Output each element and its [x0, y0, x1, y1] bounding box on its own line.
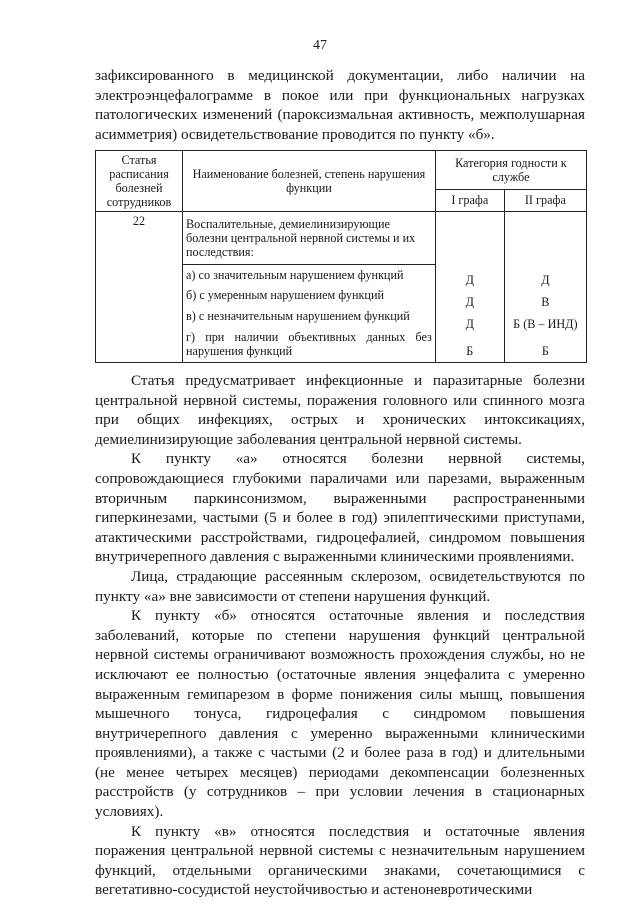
disease-title: Воспалительные, демиелинизирующие болезни центральной нервной системы и их последствия:: [183, 212, 436, 265]
table-header-row: [96, 151, 587, 190]
item-a: а) со значительным нарушением функций: [183, 264, 436, 285]
paragraph-multiple-sclerosis: Лица, страдающие рассеянным склерозом, освидетельствуются по пункту «а» вне зависимости от степени нарушения функций.: [95, 567, 585, 605]
grade-2-b: В: [541, 295, 550, 309]
page-number: 47: [313, 38, 327, 53]
grade-2-a: Д: [541, 273, 550, 287]
grade-2-d: Б: [541, 344, 549, 358]
grade-1-a: Д: [465, 273, 474, 287]
col-1-cell: [435, 212, 504, 363]
header-article: Статья расписания болезней сотрудников: [96, 151, 183, 212]
header-disease: Наименование болезней, степень нарушения функции: [183, 151, 436, 212]
grade-2-c: Б (В – ИНД): [513, 317, 578, 331]
grade-1-b: Д: [465, 295, 474, 309]
item-d: г) при наличии объективных данных без нарушения функций: [183, 326, 436, 363]
item-c: в) с незначительным нарушением функций: [183, 306, 436, 326]
paragraph-point-c: К пункту «в» относятся последствия и остаточные явления поражения центральной нервной системы с незначительным нарушением функций, отдельными органическими знаками, сочетающимися с вегетативно-сосудистой неустойчивостью и астеноневротическими: [95, 822, 585, 899]
grade-1-d: Б: [466, 344, 474, 358]
intro-paragraph: зафиксированного в медицинской документации, либо наличии на электроэнцефалограмме в покое или при функциональных нагрузках патологических изменений (пароксизмальная активность, межполушарная асимметрия) освидетельствование проводится по пункту «б».: [95, 67, 585, 143]
body-text: [95, 371, 585, 900]
disease-schedule-table: [95, 150, 587, 363]
table-row: [96, 212, 587, 265]
col-2-cell: [504, 212, 586, 363]
paragraph-point-b: К пункту «б» относятся остаточные явления и последствия заболеваний, которые по степени нарушения функций центральной нервной системы ограничивают возможность прохождения службы, но не исключают ее полностью (остаточные явления энцефалита с умеренно выраженным гемипарезом в форме понижения силы мышц, повышения мышечного тонуса, гидроцефалия с синдромом повышения внутричерепного давления с умеренно выраженными клиническими проявлениями), а также с частыми (2 и более раза в год) и длительными (не менее четырех месяцев) периодами декомпенсации болезненных расстройств (у сотрудников – при условии лечения в стационарных условиях).: [95, 607, 585, 821]
paragraph-article-scope: Статья предусматривает инфекционные и паразитарные болезни центральной нервной системы, поражения головного или спинного мозга при общих инфекциях, острых и хронических интоксикациях, демиелинизирующие заболевания центральной нервной системы.: [95, 372, 585, 448]
article-number: 22: [96, 212, 183, 363]
header-col-1: I графа: [435, 189, 504, 211]
item-b: б) с умеренным нарушением функций: [183, 285, 436, 305]
header-category: Категория годности к службе: [435, 151, 586, 190]
grade-1-c: Д: [465, 317, 474, 331]
header-col-2: II графа: [504, 189, 586, 211]
paragraph-point-a: К пункту «а» относятся болезни нервной системы, сопровождающиеся глубокими параличами или парезами, выраженным вторичным паркинсонизмом, выраженными распространенными гиперкинезами, частыми (5 и более в год) эпилептическими приступами, атактическими расстройствами, гидроцефалией, синдромом повышения внутричерепного давления с выраженными клиническими проявлениями.: [95, 450, 585, 566]
